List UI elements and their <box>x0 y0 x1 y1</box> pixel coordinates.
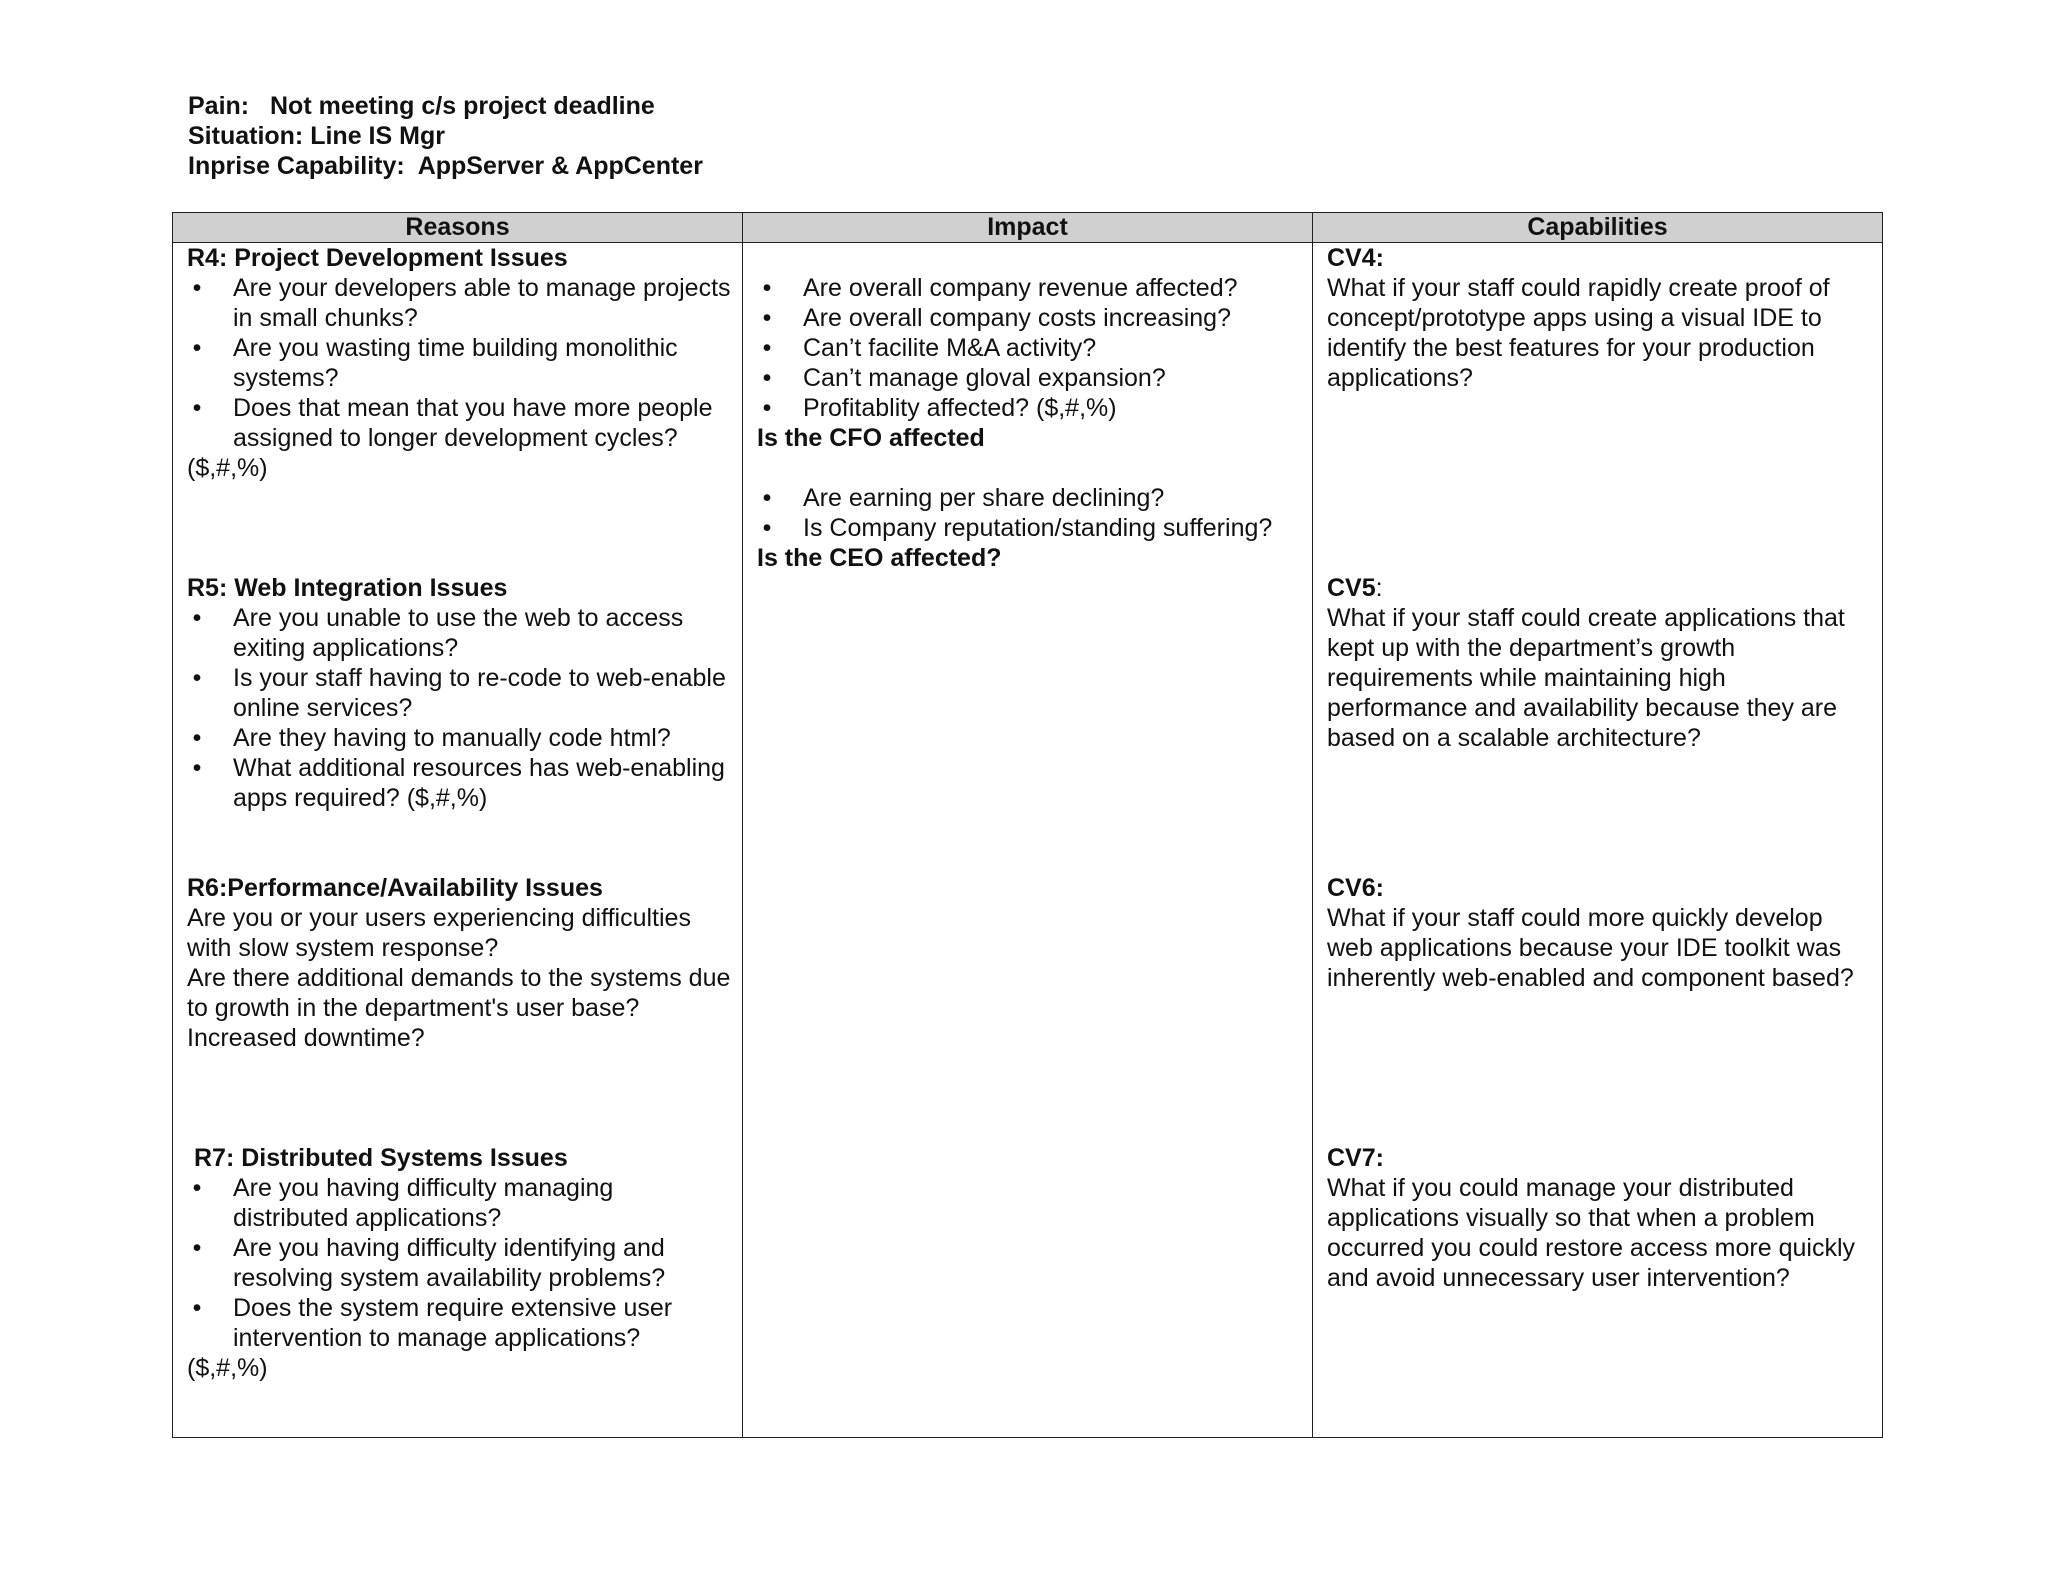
capability-cv4 <box>1327 243 1872 393</box>
capability-line <box>188 151 703 181</box>
spacer <box>757 453 1302 483</box>
capability-value: AppServer & AppCenter <box>417 152 703 180</box>
list-item: • Does that mean that you have more people assigned to longer development cycles? <box>192 394 713 452</box>
capability-cv4-text: What if your staff could rapidly create proof of concept/prototype apps using a visual IDE to identify the best features for your production applications? <box>1327 274 1830 392</box>
impact-block <box>757 273 1302 573</box>
capability-cv7-text: What if you could manage your distributed applications visually so that when a problem occurred you could restore access more quickly and avoid unnecessary user intervention? <box>1327 1174 1856 1292</box>
capability-label: Inprise Capability: <box>188 152 405 180</box>
impact-cfo-heading: Is the CFO affected <box>757 424 985 452</box>
capability-cv5-suffix: : <box>1375 574 1383 602</box>
capability-cv5-heading <box>1327 573 1872 603</box>
table-header-row <box>173 213 1883 243</box>
column-header-impact: Impact <box>743 213 1313 243</box>
column-header-capabilities: Capabilities <box>1313 213 1883 243</box>
impact-list-b <box>757 483 1302 543</box>
pain-analysis-table <box>172 212 1883 1438</box>
reason-r6-line: Increased downtime? <box>187 1024 425 1052</box>
list-item: • Are you unable to use the web to access exiting applications? <box>192 604 684 662</box>
list-item: • Are you wasting time building monolithic systems? <box>192 334 678 392</box>
list-item: • Are your developers able to manage projects in small chunks? <box>192 274 731 332</box>
pain-value: Not meeting c/s project deadline <box>270 92 655 120</box>
reasons-cell <box>173 243 743 1438</box>
list-item: • Are you having difficulty identifying and resolving system availability problems? <box>192 1234 666 1292</box>
reason-r5 <box>187 573 732 813</box>
list-item: • Can’t facilite M&A activity? <box>762 334 1097 362</box>
list-item: • Is your staff having to re-code to web-enable online services? <box>192 664 726 722</box>
list-item: • What additional resources has web-enabling apps required? ($,#,%) <box>192 754 725 812</box>
situation-label: Situation: <box>188 122 304 150</box>
capability-cv5-title: CV5 <box>1327 574 1376 602</box>
pain-label: Pain: <box>188 92 250 120</box>
reason-r6 <box>187 873 732 1053</box>
list-item: • Are overall company revenue affected? <box>762 274 1238 302</box>
capability-cv7 <box>1327 1143 1872 1293</box>
situation-value: Line IS Mgr <box>310 122 445 150</box>
list-item: • Are overall company costs increasing? <box>762 304 1231 332</box>
reason-r6-line: Are there additional demands to the systems due to growth in the department's user base? <box>187 964 731 1022</box>
list-item: • Are you having difficulty managing distributed applications? <box>192 1174 614 1232</box>
pain-line <box>188 91 703 121</box>
capabilities-cell <box>1313 243 1883 1438</box>
reason-r5-list <box>187 603 732 813</box>
list-item: • Are earning per share declining? <box>762 484 1165 512</box>
list-item: • Can’t manage gloval expansion? <box>762 364 1166 392</box>
reason-r4-note: ($,#,%) <box>187 454 268 482</box>
situation-line <box>188 121 703 151</box>
list-item: • Does the system require extensive user intervention to manage applications? <box>192 1294 673 1352</box>
impact-ceo-heading: Is the CEO affected? <box>757 544 1002 572</box>
reason-r4-list <box>187 273 732 453</box>
reason-r7 <box>187 1143 732 1383</box>
list-item: • Profitablity affected? ($,#,%) <box>762 394 1117 422</box>
list-item: • Are they having to manually code html? <box>192 724 671 752</box>
document-header <box>188 91 703 181</box>
capability-cv6 <box>1327 873 1872 993</box>
reason-r6-line: Are you or your users experiencing difficulties with slow system response? <box>187 904 691 962</box>
reason-r7-note: ($,#,%) <box>187 1354 268 1382</box>
reason-r5-title: R5: Web Integration Issues <box>187 574 508 602</box>
reason-r6-title: R6:Performance/Availability Issues <box>187 874 603 902</box>
capability-cv6-text: What if your staff could more quickly develop web applications because your IDE toolkit was inherently web-enabled and component based? <box>1327 904 1854 992</box>
impact-cell <box>743 243 1313 1438</box>
capability-cv6-title: CV6: <box>1327 874 1384 902</box>
capability-cv7-title: CV7: <box>1327 1144 1384 1172</box>
reason-r4 <box>187 243 732 483</box>
capability-cv5 <box>1327 573 1872 753</box>
reason-r7-title: R7: Distributed Systems Issues <box>194 1144 568 1172</box>
capability-cv4-title: CV4: <box>1327 244 1384 272</box>
table-body-row <box>173 243 1883 1438</box>
list-item: • Is Company reputation/standing suffering? <box>762 514 1273 542</box>
column-header-reasons: Reasons <box>173 213 743 243</box>
impact-list-a <box>757 273 1302 423</box>
reason-r4-title: R4: Project Development Issues <box>187 244 568 272</box>
reason-r7-list <box>187 1173 732 1353</box>
capability-cv5-text: What if your staff could create applications that kept up with the department’s growth requirements while maintaining high performance and availability because they are based on a scalable architecture? <box>1327 604 1845 752</box>
